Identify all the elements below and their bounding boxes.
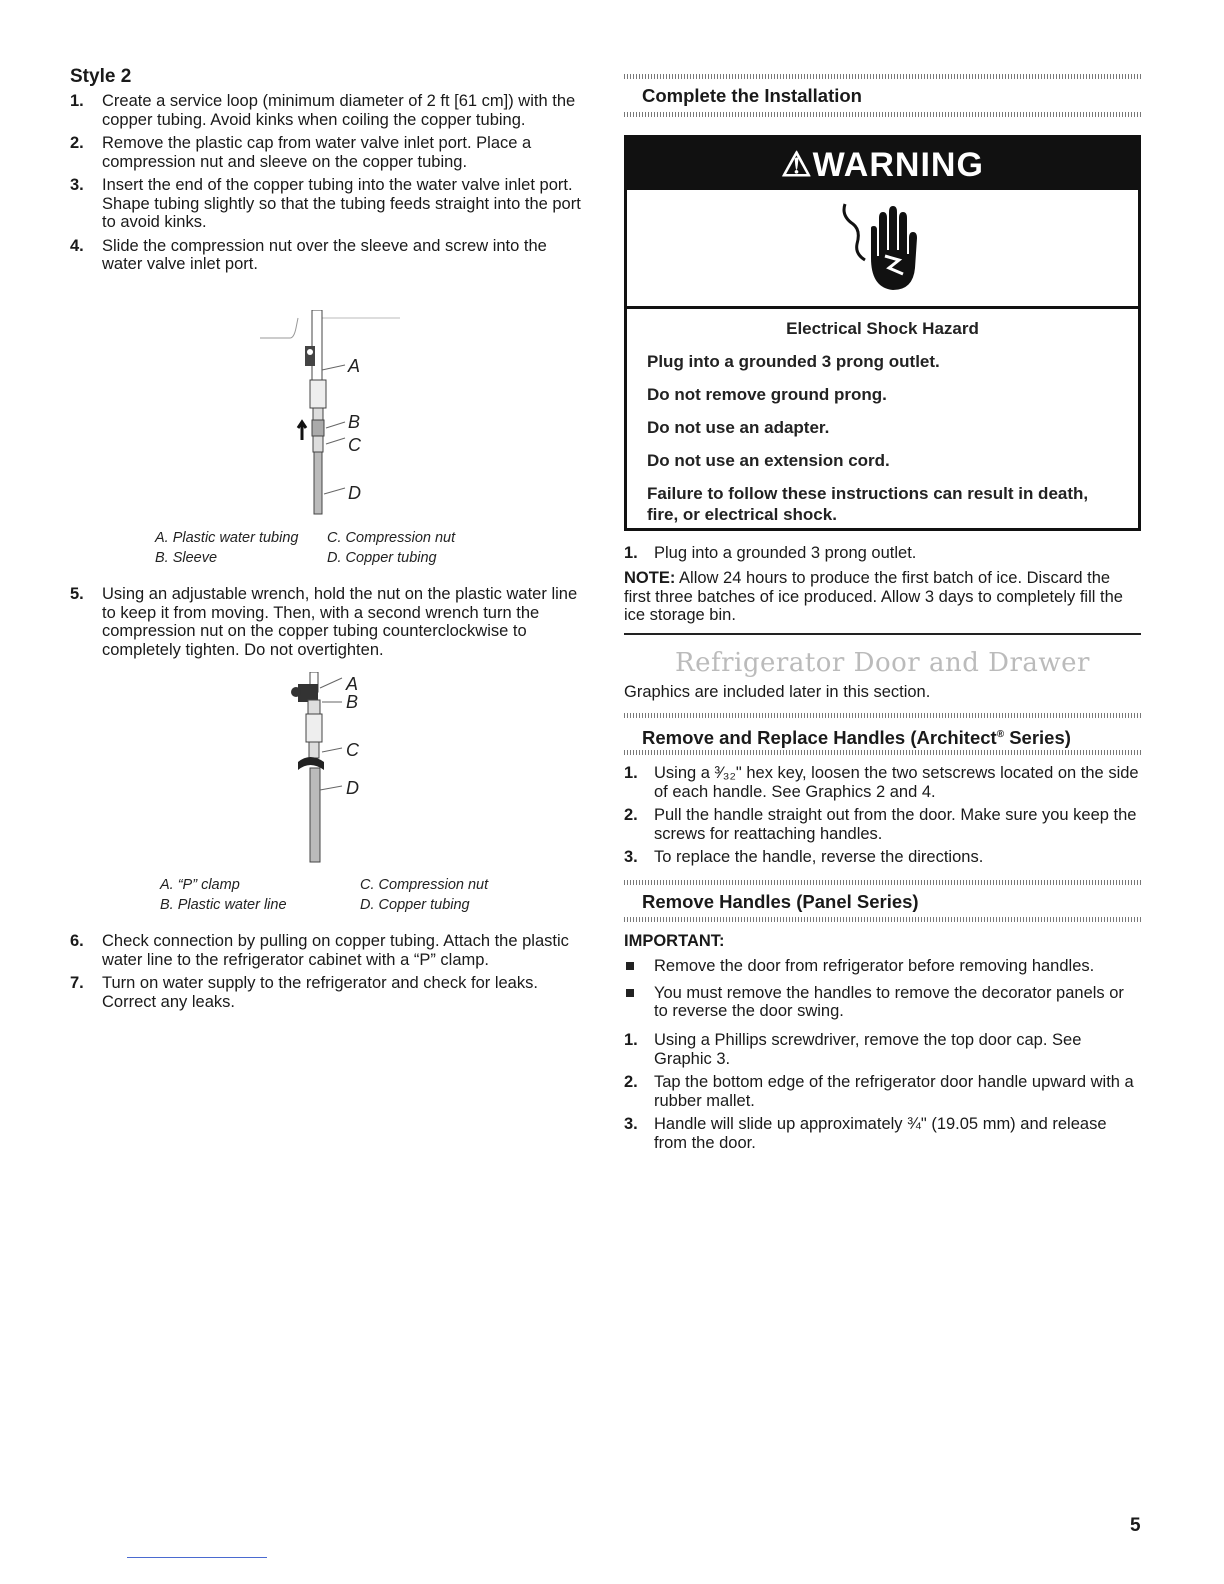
list-item xyxy=(624,1073,1141,1110)
section-rule xyxy=(624,112,1141,117)
tubing-diagram-1 xyxy=(250,310,420,520)
heading-part: Series) xyxy=(1004,727,1071,749)
warning-body xyxy=(627,309,1138,525)
fig1-label-b: B xyxy=(348,412,361,432)
warning-line: Do not remove ground prong. xyxy=(647,385,887,404)
fig1-caption-d: D. Copper tubing xyxy=(327,550,437,566)
graphics-note: Graphics are included later in this section. xyxy=(624,683,931,701)
step-number: 3. xyxy=(624,1115,638,1133)
fig1-label-d: D xyxy=(348,483,361,503)
fig2-caption-c: C. Compression nut xyxy=(360,877,489,893)
note-text: Allow 24 hours to produce the first batch of ice. Discard the first three batches of ice produced. Allow 3 days to completely fill the ice storage bin. xyxy=(624,569,1123,624)
list-item xyxy=(624,984,1141,1021)
registered-mark: ® xyxy=(996,729,1005,740)
bullet-text: Remove the door from refrigerator before removing handles. xyxy=(654,957,1095,975)
warning-line: Plug into a grounded 3 prong outlet. xyxy=(647,352,940,371)
section-rule xyxy=(624,74,1141,79)
heading-part: Remove and Replace Handles (Architect xyxy=(642,727,997,749)
step-text: Check connection by pulling on copper tubing. Attach the plastic water line to the refrigerator cabinet with a “P” clamp. xyxy=(102,932,569,969)
list-item xyxy=(70,585,585,659)
warning-banner xyxy=(627,138,1138,190)
step-text: Create a service loop (minimum diameter of 2 ft [61 cm]) with the copper tubing. Avoid kinks when coiling the copper tubing. xyxy=(102,92,576,129)
step-text: Insert the end of the copper tubing into the water valve inlet port. Shape tubing slightly so that the tubing feeds straight into the port to avoid kinks. xyxy=(102,176,581,231)
note-label: NOTE: xyxy=(624,569,676,587)
list-item xyxy=(70,932,585,969)
fig2-caption-d: D. Copper tubing xyxy=(360,897,470,913)
style-2-heading: Style 2 xyxy=(70,66,132,87)
step-number: 6. xyxy=(70,932,84,950)
bullet-square-icon xyxy=(626,989,634,997)
step-number: 1. xyxy=(70,92,84,110)
list-item xyxy=(70,92,585,129)
list-item xyxy=(70,974,585,1011)
door-drawer-title: Refrigerator Door and Drawer xyxy=(675,648,1090,678)
wrench-steps xyxy=(70,585,585,664)
step-text: Using a Phillips screwdriver, remove the top door cap. See Graphic 3. xyxy=(654,1031,1082,1068)
section-rule xyxy=(624,880,1141,885)
section-divider xyxy=(624,633,1141,635)
step-number: 2. xyxy=(624,806,638,824)
fig2-label-d: D xyxy=(346,778,359,798)
list-item xyxy=(624,806,1141,843)
section-rule xyxy=(624,713,1141,718)
important-label: IMPORTANT: xyxy=(624,932,725,950)
section-rule xyxy=(624,917,1141,922)
bullet-square-icon xyxy=(626,962,634,970)
step-text: To replace the handle, reverse the directions. xyxy=(654,848,984,866)
plug-step xyxy=(624,544,1171,563)
step-number: 1. xyxy=(624,764,638,782)
warning-icon-area xyxy=(627,190,1138,309)
warning-line: Failure to follow these instructions can result in death, fire, or electrical shock. xyxy=(647,484,1089,524)
architect-handles-heading xyxy=(624,723,1159,750)
list-item xyxy=(624,764,1141,801)
important-bullets xyxy=(624,957,1141,1029)
step-text: Plug into a grounded 3 prong outlet. xyxy=(654,544,917,562)
fig2-caption-a: A. “P” clamp xyxy=(160,877,240,893)
fig2-label-c: C xyxy=(346,740,359,760)
step-text: Using a ³⁄₃₂" hex key, loosen the two setscrews located on the side of each handle. See Graphics 2 and 4. xyxy=(654,764,1139,801)
complete-installation-heading: Complete the Installation xyxy=(642,85,862,106)
step-number: 2. xyxy=(70,134,84,152)
list-item xyxy=(624,1031,1141,1068)
final-steps xyxy=(70,932,585,1016)
step-text: Handle will slide up approximately ¾" (19.05 mm) and release from the door. xyxy=(654,1115,1107,1152)
step-number: 3. xyxy=(70,176,84,194)
step-text: Tap the bottom edge of the refrigerator door handle upward with a rubber mallet. xyxy=(654,1073,1134,1110)
panel-handles-heading: Remove Handles (Panel Series) xyxy=(642,891,919,912)
warning-triangle-icon: ⚠ xyxy=(781,146,813,184)
panel-steps xyxy=(624,1031,1141,1157)
list-item xyxy=(70,134,585,171)
fig1-caption-c: C. Compression nut xyxy=(327,530,456,546)
warning-line: Do not use an adapter. xyxy=(647,418,830,437)
fig2-caption-b: B. Plastic water line xyxy=(160,897,287,913)
step-number: 5. xyxy=(70,585,84,603)
architect-steps xyxy=(624,764,1141,872)
step-text: Pull the handle straight out from the door. Make sure you keep the screws for reattaching handles. xyxy=(654,806,1137,843)
list-item xyxy=(70,237,585,274)
step-number: 7. xyxy=(70,974,84,992)
step-number: 1. xyxy=(624,1031,638,1049)
warning-line: Do not use an extension cord. xyxy=(647,451,890,470)
fig1-caption-a: A. Plastic water tubing xyxy=(155,530,299,546)
step-number: 4. xyxy=(70,236,84,255)
list-item xyxy=(624,957,1141,976)
bullet-text: You must remove the handles to remove the decorator panels or to reverse the door swing. xyxy=(654,983,1124,1020)
tubing-diagram-2 xyxy=(280,672,390,867)
step-number: 1. xyxy=(624,544,638,562)
section-rule xyxy=(624,750,1141,755)
fig2-label-b: B xyxy=(346,692,359,712)
footer-rule xyxy=(127,1557,267,1558)
list-item xyxy=(624,1115,1141,1152)
warning-title: WARNING xyxy=(812,146,984,184)
step-number: 3. xyxy=(624,848,638,866)
step-number: 2. xyxy=(624,1073,638,1091)
fig1-label-a: A xyxy=(348,356,361,376)
style2-steps xyxy=(70,92,585,279)
list-item xyxy=(70,176,585,232)
step-text: Turn on water supply to the refrigerator and check for leaks. Correct any leaks. xyxy=(102,974,538,1011)
step-text: Remove the plastic cap from water valve inlet port. Place a compression nut and sleeve on the copper tubing. xyxy=(102,134,532,171)
electric-shock-hand-icon xyxy=(837,198,937,298)
page-number: 5 xyxy=(1130,1515,1141,1536)
fig1-label-c: C xyxy=(348,435,361,455)
warning-box xyxy=(624,135,1141,531)
fig1-caption-b: B. Sleeve xyxy=(155,550,218,566)
hazard-title: Electrical Shock Hazard xyxy=(786,319,979,338)
ice-note xyxy=(624,569,1141,625)
list-item xyxy=(624,848,1141,867)
fig2-label-a: A xyxy=(346,674,359,694)
step-text: Using an adjustable wrench, hold the nut on the plastic water line to keep it from moving. Then, with a second wrench turn the compression nut on the copper tubing counterclockwise to completely tighten. Do not overtighten. xyxy=(102,585,578,659)
step-text: Slide the compression nut over the sleeve and screw into the water valve inlet port. xyxy=(102,236,547,273)
